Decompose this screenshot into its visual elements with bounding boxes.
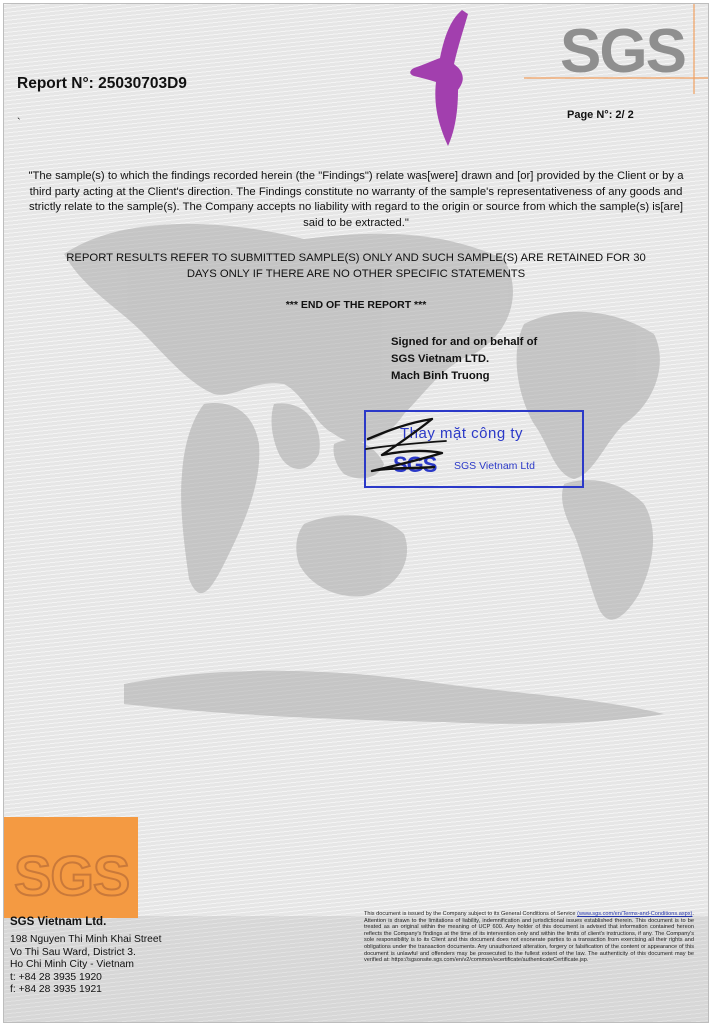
stamp-company: SGS Vietnam Ltd — [454, 460, 535, 472]
signing-company: SGS Vietnam LTD. — [391, 353, 490, 365]
stamp-logo: SGS — [393, 452, 437, 477]
stamp-title: Thay mặt công ty — [400, 425, 524, 442]
retention-line-1: REPORT RESULTS REFER TO SUBMITTED SAMPLE(S) ONLY AND SUCH SAMPLE(S) ARE RETAINED FOR 30 — [66, 252, 646, 264]
signed-for-label: Signed for and on behalf of — [391, 336, 538, 348]
svg-text:SGS: SGS — [560, 17, 685, 86]
address-line: Vo Thi Sau Ward, District 3. — [10, 946, 136, 958]
retention-line-2: DAYS ONLY IF THERE ARE NO OTHER SPECIFIC STATEMENTS — [186, 267, 526, 280]
report-number: Report N°: 25030703D9 — [17, 75, 187, 92]
sgs-logo-top — [524, 4, 708, 94]
handwritten-signature — [362, 409, 452, 479]
page-number: Page N°: 2/ 2 — [567, 109, 634, 121]
bird-emblem-icon — [404, 8, 474, 150]
address-line: 198 Nguyen Thi Minh Khai Street — [10, 934, 162, 945]
notice-text-2: . Attention is drawn to the limitations of liability, indemnification and jurisdictional issues established therein. This document is to be treated as an original within the meaning of UCP 600. Any holder of this document is advised that information contained hereon reflects the Company's findings at the time of its intervention only and within the limits of client's instructions, if any. The Company's sole responsibility is to its Client and this document does not exonerate parties to a transaction from exercising all their rights and obligations under the transaction documents. Any unauthorized alteration, forgery or falsification of the content or appearance of this document is unlawful and offenders may be prosecuted to the fullest extent of the law. The authenticity of this document may be verified at: https://sgsonsite.sgs.com/en/v2/common/ecertificate/authenticateCertificate.jsp. — [364, 911, 694, 964]
footer-company-name: SGS Vietnam Ltd. — [10, 916, 107, 928]
end-of-report: *** END OF THE REPORT *** — [285, 299, 427, 311]
legal-notice — [364, 911, 694, 964]
sgs-footer-logo-icon — [4, 817, 138, 918]
report-page — [3, 3, 709, 1023]
notice-text-1: This document is issued by the Company subject to its General Conditions of Service — [364, 911, 576, 917]
phone-line: t: +84 28 3935 1920 — [10, 971, 102, 983]
retention-statement — [20, 251, 692, 282]
disclaimer-paragraph: "The sample(s) to which the findings recorded herein (the "Findings") relate was[were] drawn and [or] provided by the Client or by a third party acting at the Client's direction. The Findings constitute no warranty of the sample's representativeness of any goods and strictly relate to the sample(s). The Company accepts no liability with regard to the origin or source from which the sample(s) is[are] said to be extracted." — [28, 170, 684, 229]
sgs-logo-footer — [4, 817, 138, 918]
terms-link[interactable]: (www.sgs.com/en/Terms-and-Conditions.aspx) — [577, 911, 693, 917]
stray-mark: ` — [17, 117, 21, 129]
footer-address — [10, 934, 162, 997]
signer-name: Mach Binh Truong — [391, 370, 490, 382]
address-line: Ho Chi Minh City - Vietnam — [10, 959, 134, 971]
fax-line: f: +84 28 3935 1921 — [10, 984, 102, 996]
signature-block — [391, 334, 537, 385]
svg-text:SGS: SGS — [14, 844, 130, 907]
